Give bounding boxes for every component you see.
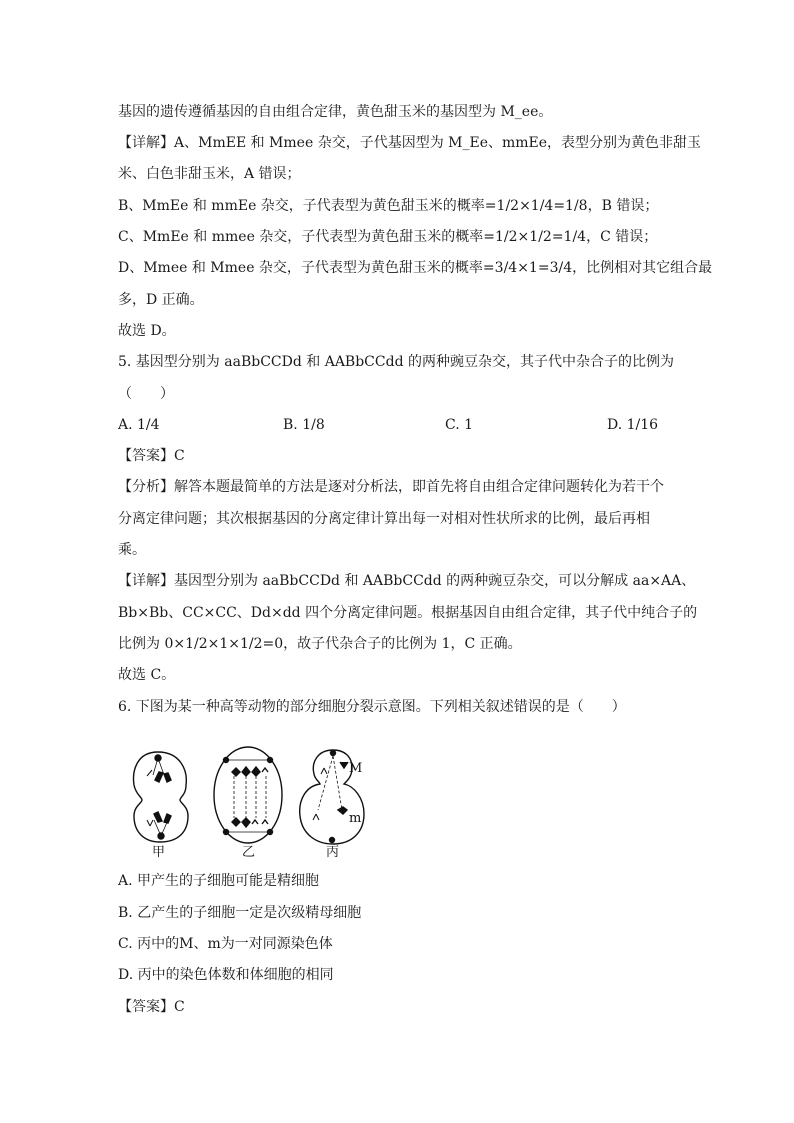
- cell-jia: [134, 752, 188, 842]
- caption-yi: 乙: [242, 845, 256, 858]
- analysis-text: 【分析】解答本题最简单的方法是逐对分析法，即首先将自由组合定律问题转化为若干个: [118, 479, 664, 495]
- conclusion-text: 故选 C。: [118, 667, 176, 683]
- text-line: B、MmEe 和 mmEe 杂交，子代表型为黄色甜玉米的概率=1/2×1/4=1/8，B 错误；: [118, 198, 659, 214]
- option-c: C. 丙中的M、m为一对同源染色体: [118, 936, 333, 952]
- option-a: A. 1/4: [118, 417, 160, 433]
- caption-jia: 甲: [152, 845, 166, 858]
- cell-yi: [214, 747, 282, 843]
- text-line: 故选 D。: [118, 323, 176, 339]
- option-c: C. 1: [445, 417, 474, 433]
- option-d: D. 丙中的染色体数和体细胞的相同: [118, 967, 334, 983]
- text-line: D、Mmee 和 Mmee 杂交，子代表型为黄色甜玉米的概率=3/4×1=3/4，比例相对其它组合最: [118, 260, 713, 276]
- explanation-text: 【详解】基因型分别为 aaBbCCDd 和 AABbCCdd 的两种豌豆杂交，可以分解成 aa×AA、: [118, 573, 696, 589]
- cell-division-figure: [128, 740, 368, 858]
- answer-label: 【答案】C: [118, 448, 185, 464]
- explanation-text: 比例为 0×1/2×1×1/2=0，故子代杂合子的比例为 1，C 正确。: [118, 636, 522, 652]
- answer-label: 【答案】C: [118, 999, 185, 1015]
- option-d: D. 1/16: [607, 417, 659, 433]
- question-6: 6. 下图为某一种高等动物的部分细胞分裂示意图。下列相关叙述错误的是（ ）: [118, 699, 626, 715]
- option-b: B. 乙产生的子细胞一定是次级精母细胞: [118, 905, 362, 921]
- caption-bing: 丙: [326, 845, 340, 858]
- question-5: 5. 基因型分别为 aaBbCCDd 和 AABbCCdd 的两种豌豆杂交，其子代中杂合子的比例为: [118, 354, 674, 370]
- text-line: 基因的遗传遵循基因的自由组合定律，黄色甜玉米的基因型为 M_ee。: [118, 104, 553, 120]
- label-M: M: [349, 761, 363, 776]
- text-line: 米、白色非甜玉米，A 错误；: [118, 166, 301, 182]
- option-b: B. 1/8: [283, 417, 325, 433]
- analysis-text: 乘。: [118, 542, 146, 558]
- explanation-text: Bb×Bb、CC×CC、Dd×dd 四个分离定律问题。根据基因自由组合定律，其子代中纯合子的: [118, 605, 698, 621]
- option-a: A. 甲产生的子细胞可能是精细胞: [118, 873, 320, 889]
- text-line: C、MmEe 和 mmee 杂交，子代表型为黄色甜玉米的概率=1/2×1/2=1/4，C 错误；: [118, 229, 658, 245]
- answer-blank: （ ）: [118, 386, 174, 402]
- label-m: m: [349, 811, 362, 826]
- text-line: 多，D 正确。: [118, 292, 204, 308]
- analysis-text: 分离定律问题；其次根据基因的分离定律计算出每一对相对性状所求的比例，最后再相: [118, 511, 650, 527]
- text-line: 【详解】A、MmEE 和 Mmee 杂交，子代基因型为 M_Ee、mmEe，表型分别为黄色非甜玉: [118, 135, 702, 151]
